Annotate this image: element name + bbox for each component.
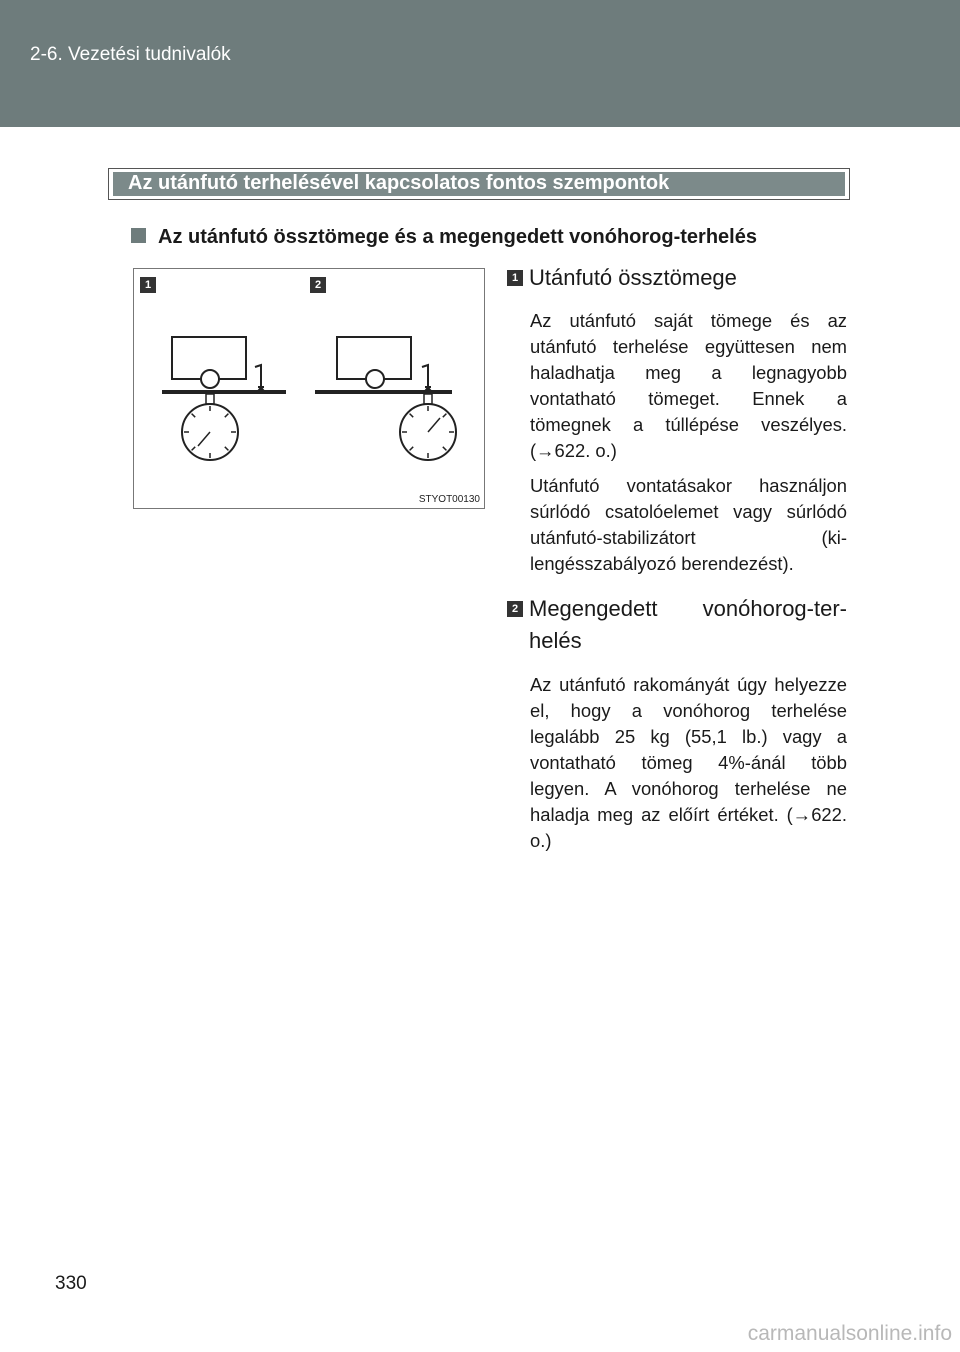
trailer-weight-illustration bbox=[133, 268, 485, 509]
item-1-heading bbox=[507, 262, 847, 294]
jack-foot-right bbox=[423, 386, 433, 392]
header-band bbox=[0, 0, 960, 127]
figure-code: STYOT00130 bbox=[418, 494, 480, 505]
item-1-title: Utánfutó össztömege bbox=[529, 265, 737, 290]
figure-badge-2: 2 bbox=[310, 277, 326, 293]
page-number: 330 bbox=[55, 1273, 87, 1294]
item-1-paragraph-1: Az utánfutó saját tömege és az utánfutó terhelése együttesen nem haladhatja meg a legnagyobb vontatható tömeget. Ennek a tömegnek a túllépése veszélyes. (→622. o.) bbox=[530, 310, 847, 461]
scale-stem-right bbox=[424, 394, 432, 404]
figure-badge-1: 1 bbox=[140, 277, 156, 293]
item-2-paragraph-1: Az utánfutó rakományát úgy helyezze el, hogy a vonóhorog terhelése legalább 25 kg (55,1 lb.) vagy a vontatható tömeg 4%-ánál több legyen. A vonóhorog terhelése ne haladja meg az előírt értéket. (→622. o.) bbox=[530, 674, 847, 851]
sub-heading bbox=[131, 226, 757, 249]
section-title: Az utánfutó terhelésével kapcsolatos fontos szempontok bbox=[128, 172, 670, 194]
item-2-title: Megengedett vonóhorog-terhelés bbox=[529, 596, 847, 653]
item-1-badge: 1 bbox=[507, 270, 523, 286]
trailer-scales-drawing bbox=[134, 269, 484, 508]
wheel-left bbox=[201, 370, 219, 388]
jack-foot-left bbox=[256, 386, 266, 392]
item-2-badge: 2 bbox=[507, 601, 523, 617]
item-2-heading bbox=[507, 593, 847, 657]
text-column bbox=[507, 262, 847, 854]
watermark: carmanualsonline.info bbox=[747, 1322, 952, 1345]
wheel-right bbox=[366, 370, 384, 388]
item-1-paragraph-2: Utánfutó vontatásakor használjon súrlódó csatolóelemet vagy súrlódó utánfutó-stabilizátort (kilengésszabályozó berendezést). bbox=[530, 475, 847, 574]
square-bullet-icon bbox=[131, 228, 146, 243]
chapter-title: 2-6. Vezetési tudnivalók bbox=[30, 44, 231, 65]
sub-heading-text: Az utánfutó össztömege és a megengedett vonóhorog-terhelés bbox=[158, 226, 757, 248]
scale-stem-left bbox=[206, 394, 214, 404]
